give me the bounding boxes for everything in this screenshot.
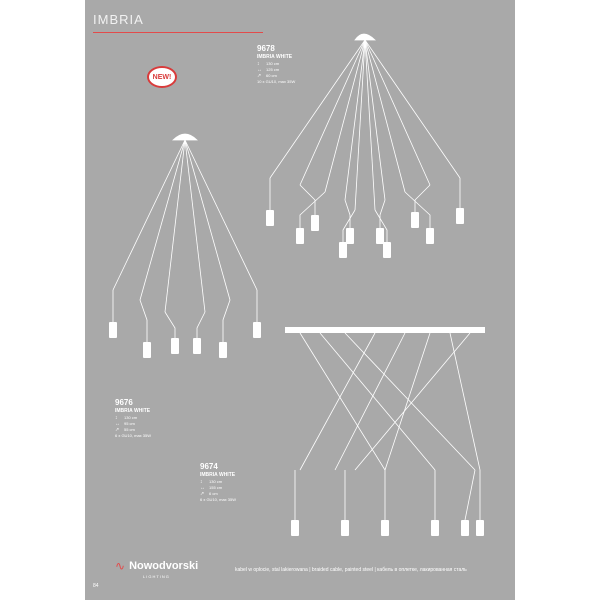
diagonal-arrow-icon: ↗ [200,491,205,497]
brand-logo [115,559,199,579]
new-badge [147,66,177,88]
spec-cable: 60 cm [266,73,277,78]
nowodvorski-logo-icon: ∿ [115,559,126,573]
lamp-9676-illustration [109,134,261,358]
diagonal-arrow-icon: ↗ [257,73,262,79]
height-arrow-icon: ↕ [115,415,118,421]
spec-block-9676 [115,398,151,439]
material-note: kabel w oplocie, stal lakierowana | braided cable, painted steel | кабель в оплетке, лакированная сталь [235,567,467,573]
width-arrow-icon: ↔ [115,421,120,427]
ceiling-bar [285,327,485,333]
width-arrow-icon: ↔ [257,67,262,73]
product-name: IMBRIA WHITE [200,472,236,478]
product-code: 9678 [257,44,275,53]
ceiling-canopy [173,134,197,140]
spec-height: 130 cm [209,479,223,484]
spec-block-9678 [257,44,295,85]
new-badge-label: NEW! [152,73,172,81]
brand-tagline: LIGHTING [143,574,170,579]
ceiling-canopy [355,34,375,40]
lamp-9674-illustration [285,327,485,536]
page-title: IMBRIA [93,12,144,27]
product-code: 9674 [200,462,218,471]
spec-bulbs: 6 x GU10, max 35W [115,433,152,438]
spec-cable: 55 cm [124,427,135,432]
width-arrow-icon: ↔ [200,485,205,491]
product-name: IMBRIA WHITE [257,54,293,60]
height-arrow-icon: ↕ [257,61,260,67]
spec-cable: 6 cm [209,491,218,496]
diagonal-arrow-icon: ↗ [115,427,120,433]
lamp-9678-illustration [266,34,464,258]
height-arrow-icon: ↕ [200,479,203,485]
spec-width: 155 cm [209,485,223,490]
spec-width: 125 cm [266,67,280,72]
spec-width: 95 cm [124,421,135,426]
spec-block-9674 [200,462,236,503]
product-illustrations [85,0,515,600]
product-code: 9676 [115,398,133,407]
brand-name: Nowodvorski [129,560,199,572]
spec-height: 130 cm [266,61,280,66]
spec-height: 130 cm [124,415,138,420]
spec-bulbs: 10 x GU10, max 35W [257,79,296,84]
page-number: 84 [93,583,99,589]
catalog-page [85,0,515,600]
product-name: IMBRIA WHITE [115,408,151,414]
spec-bulbs: 6 x GU10, max 35W [200,497,237,502]
